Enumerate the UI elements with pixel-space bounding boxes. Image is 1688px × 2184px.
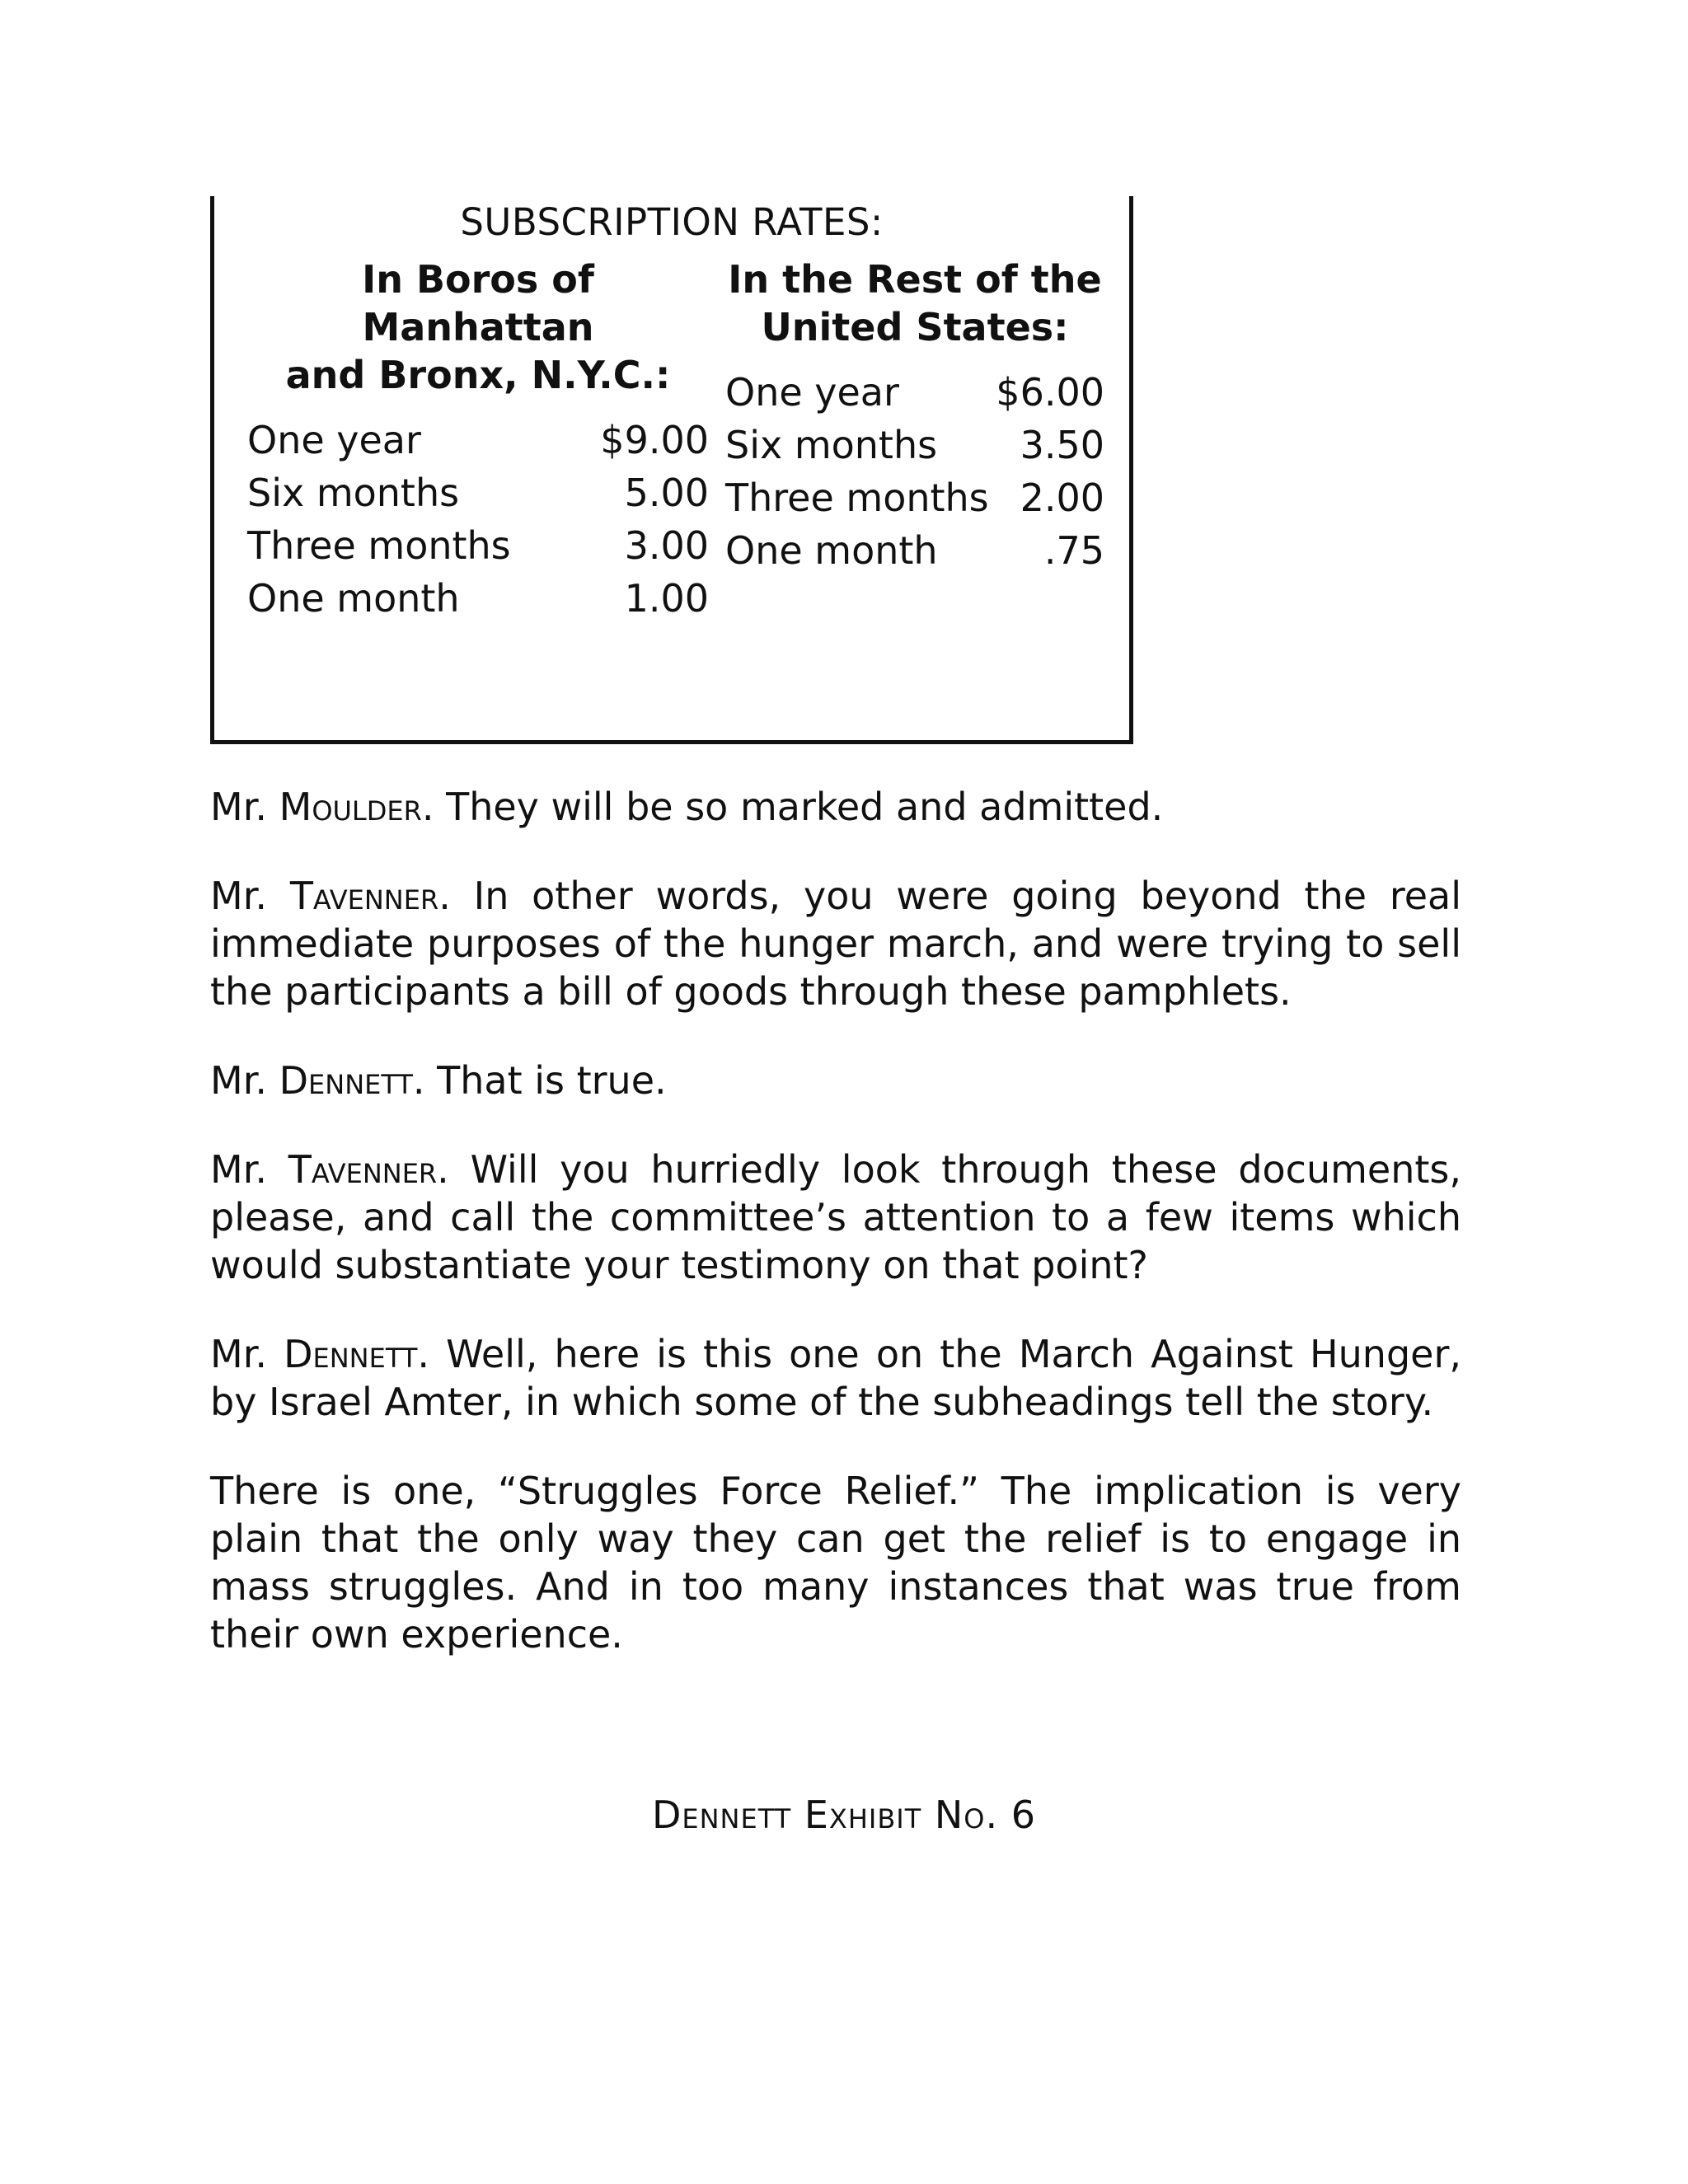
column-heading-line: In Boros of Manhattan [362,257,594,349]
rate-price: 3.00 [624,523,709,568]
column-heading-rest-of-us [725,255,1104,351]
paragraph-text: . That is true. [412,1058,667,1103]
speaker-name: Tavenner [289,874,439,918]
rate-term: Six months [247,471,460,515]
rates-column-rest-of-us [725,255,1104,577]
rate-row [247,466,709,519]
rate-term: Three months [725,476,989,520]
rate-price: 5.00 [624,471,709,515]
rate-row [725,366,1104,419]
speaker-prefix: Mr. [210,1147,288,1192]
rate-row [247,519,709,572]
rate-term: One year [725,370,899,415]
paragraph-text: . Well, here is this one on the March Against Hunger, by Israel Amter, in which some of the subheadings tell the story. [210,1332,1461,1424]
speaker-name: Moulder [279,785,422,829]
rates-column-manhattan-bronx [247,255,709,625]
rate-price: .75 [1043,528,1104,573]
rate-price: 1.00 [624,576,709,621]
rate-list [725,366,1104,577]
rate-price: $6.00 [996,370,1104,415]
rate-price: 3.50 [1020,423,1104,467]
subscription-rates-title: SUBSCRIPTION RATES: [460,200,884,244]
speaker-name: Dennett [284,1332,418,1376]
speaker-prefix: Mr. [210,1058,279,1103]
rate-row [725,471,1104,524]
exhibit-label: Dennett Exhibit No. 6 [651,1793,1037,1837]
column-heading-line: In the Rest of the [728,257,1102,302]
testimony-paragraph [210,1146,1461,1289]
column-heading-manhattan-bronx [247,255,709,399]
rate-term: One year [247,418,421,462]
paragraph-text: . Will you hurriedly look through these documents, please, and call the committee’s attention to a few items which would substantiate your testimony on that point? [210,1147,1461,1287]
speaker-prefix: Mr. [210,874,290,918]
rate-price: $9.00 [600,418,709,462]
rate-term: Six months [725,423,938,467]
rate-row [725,419,1104,471]
testimony-body [210,783,1461,1699]
rate-list [247,414,709,625]
rate-row [247,572,709,625]
testimony-paragraph-plain: There is one, “Struggles Force Relief.” The implication is very plain that the only way they can get the relief is to engage in mass struggles. And in too many instances that was true from their own experience. [210,1469,1461,1657]
column-heading-line: United States: [761,305,1069,349]
speaker-name: Tavenner [288,1147,438,1192]
testimony-paragraph [210,872,1461,1015]
testimony-paragraph [210,1057,1461,1104]
testimony-paragraph [210,783,1461,831]
column-heading-line: and Bronx, N.Y.C.: [285,353,671,397]
rate-term: Three months [247,523,511,568]
rate-row [247,414,709,466]
rate-term: One month [247,576,460,621]
rate-term: One month [725,528,938,573]
testimony-paragraph [210,1330,1461,1426]
rate-price: 2.00 [1020,476,1104,520]
paragraph-text: . They will be so marked and admitted. [421,785,1164,829]
rate-row [725,524,1104,577]
speaker-name: Dennett [279,1058,413,1103]
speaker-prefix: Mr. [210,1332,284,1376]
paragraph-text: . In other words, you were going beyond the real immediate purposes of the hunger march, and were trying to sell the participants a bill of goods through these pamphlets. [210,874,1461,1014]
speaker-prefix: Mr. [210,785,279,829]
